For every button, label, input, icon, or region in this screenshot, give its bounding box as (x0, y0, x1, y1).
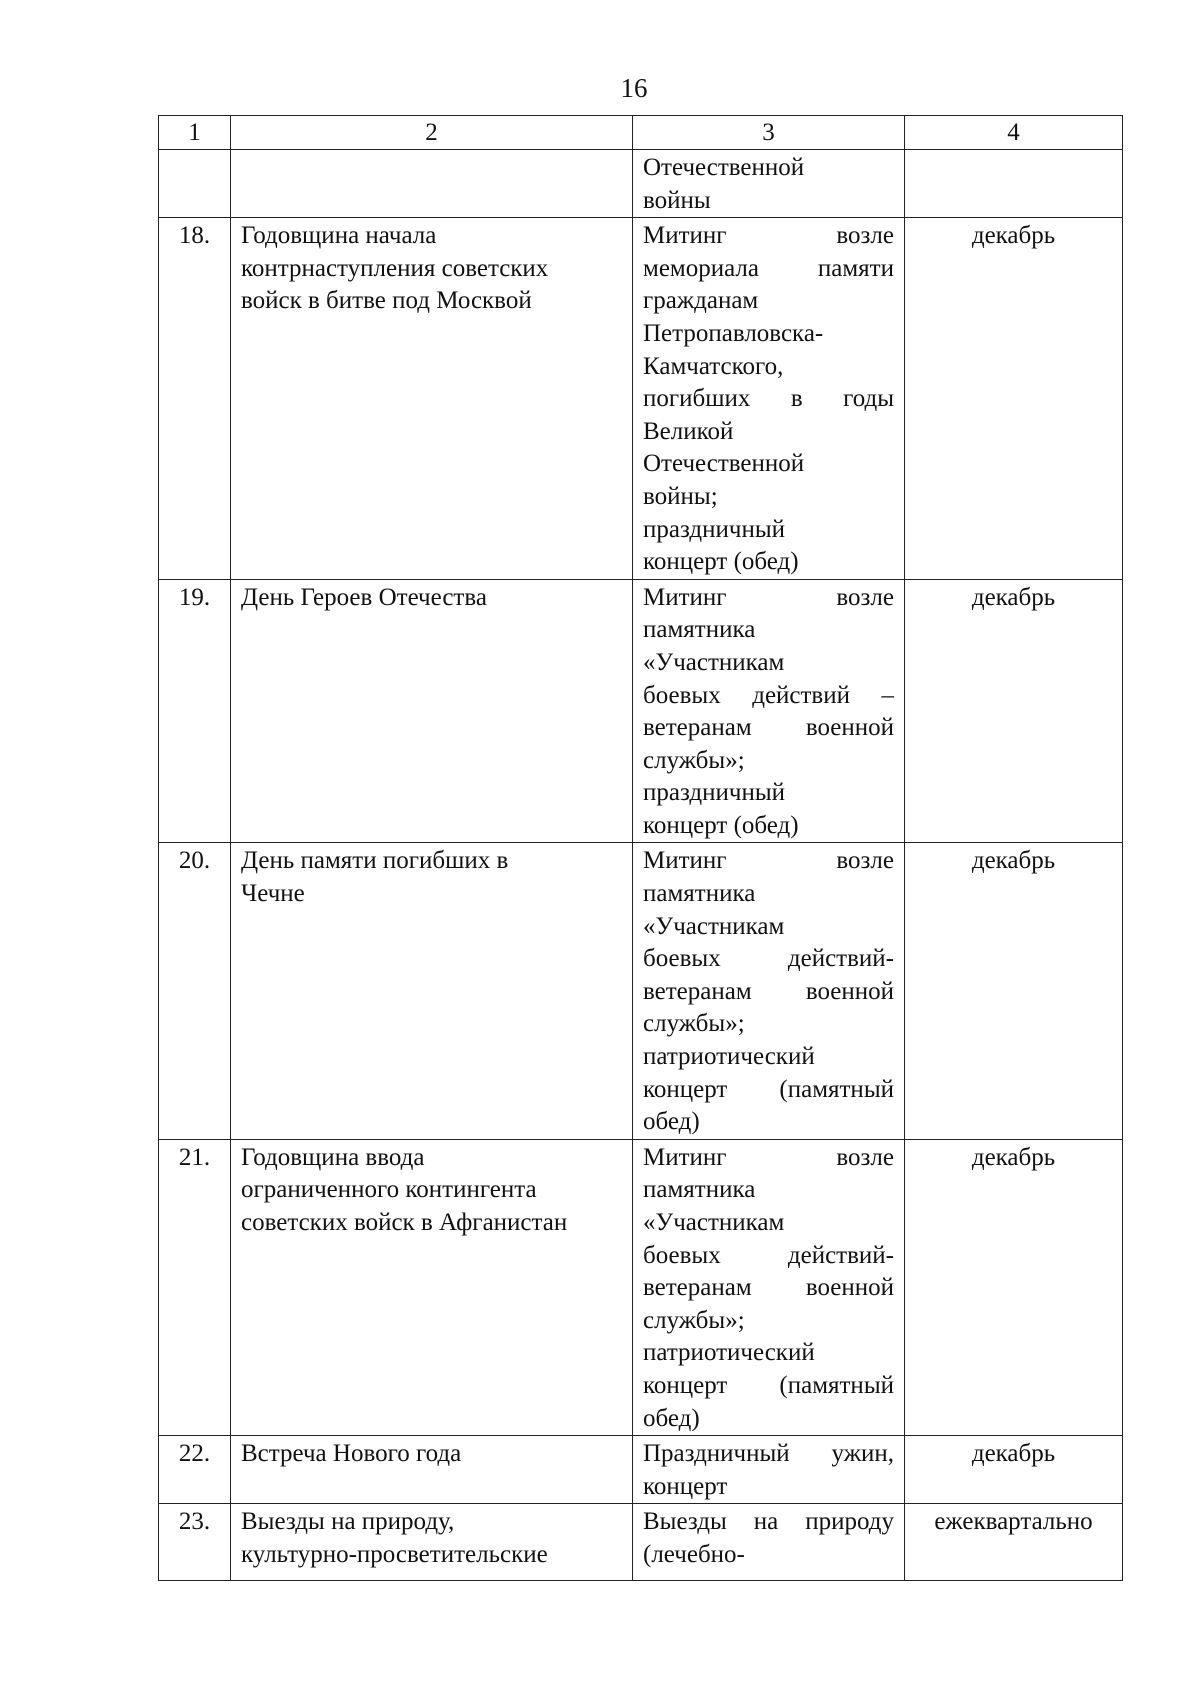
form-line: Великой (643, 417, 734, 445)
event-date-cell: декабрь (905, 1436, 1123, 1504)
column-number-3: 3 (633, 116, 905, 150)
event-name-cell (231, 218, 633, 580)
event-form-cell (633, 1436, 905, 1504)
table-body (159, 116, 1123, 1581)
form-line: праздничный (643, 779, 786, 807)
table-row (159, 218, 1123, 580)
event-line: День Героев Отечества (241, 583, 487, 611)
form-line: Выезды на природу (643, 1508, 894, 1536)
table-row (159, 1436, 1123, 1504)
event-line: контрнаступления советских (241, 254, 549, 282)
event-form-cell (633, 843, 905, 1139)
form-line: памятника (643, 880, 756, 908)
continuation-date-cell (905, 150, 1123, 218)
form-line: боевых действий- (643, 1241, 894, 1269)
row-number-cell: 22. (159, 1436, 231, 1504)
form-line: мемориала памяти (643, 254, 894, 282)
form-line: памятника (643, 1176, 756, 1204)
form-line: погибших в годы (643, 385, 894, 413)
page-number: 16 (620, 73, 648, 103)
event-name-cell (231, 1436, 633, 1504)
event-line: войск в битве под Москвой (241, 287, 532, 315)
form-line: памятника (643, 616, 756, 644)
event-date-cell: декабрь (905, 218, 1123, 580)
continuation-event-cell (231, 150, 633, 218)
form-line: гражданам (643, 287, 759, 315)
column-number-row (159, 116, 1123, 150)
event-line: ограниченного контингента (241, 1176, 537, 1204)
form-line: концерт (обед) (643, 548, 799, 576)
event-name-cell (231, 843, 633, 1139)
event-date-cell: ежеквартально (905, 1504, 1123, 1580)
event-line: Встреча Нового года (241, 1440, 462, 1468)
column-number-1: 1 (159, 116, 231, 150)
table-row (159, 579, 1123, 843)
event-name-cell (231, 1504, 633, 1580)
event-date-cell: декабрь (905, 579, 1123, 843)
form-line: «Участникам (643, 1209, 785, 1236)
table-row (159, 1504, 1123, 1580)
event-line: Годовщина начала (241, 222, 437, 250)
continuation-form-cell (633, 150, 905, 218)
event-form-cell (633, 579, 905, 843)
event-line: День памяти погибших в (241, 847, 509, 875)
form-line: службы»; (643, 1306, 745, 1334)
event-date-cell: декабрь (905, 1139, 1123, 1435)
event-line: культурно-просветительские (241, 1540, 548, 1568)
event-line: советских войск в Афганистан (241, 1209, 568, 1236)
form-line: Митинг возле (643, 1143, 894, 1171)
form-line: (лечебно- (643, 1540, 745, 1568)
form-line: обед) (643, 1404, 700, 1432)
column-number-2: 2 (231, 116, 633, 150)
form-line: Петропавловска- (643, 319, 824, 347)
event-date-cell: декабрь (905, 843, 1123, 1139)
form-line: Отечественной (643, 154, 805, 181)
form-line: концерт (обед) (643, 811, 799, 839)
row-number-cell: 23. (159, 1504, 231, 1580)
form-line: службы»; (643, 1010, 745, 1038)
form-line: патриотический (643, 1339, 815, 1367)
form-line: концерт (памятный (643, 1075, 894, 1103)
event-form-cell (633, 1139, 905, 1435)
continuation-row (159, 150, 1123, 218)
form-line: Отечественной (643, 450, 805, 478)
table-row (159, 843, 1123, 1139)
form-line: праздничный (643, 515, 786, 543)
continuation-num-cell (159, 150, 231, 218)
table-row (159, 1139, 1123, 1435)
form-line: Праздничный ужин, (643, 1440, 894, 1468)
form-line: ветеранам военной (643, 714, 894, 742)
form-line: Митинг возле (643, 583, 894, 611)
form-line: боевых действий- (643, 945, 894, 973)
event-name-cell (231, 1139, 633, 1435)
row-number-cell: 20. (159, 843, 231, 1139)
event-line: Годовщина ввода (241, 1143, 425, 1171)
form-line: ветеранам военной (643, 977, 894, 1005)
column-number-4: 4 (905, 116, 1123, 150)
form-line: службы»; (643, 746, 745, 774)
row-number-cell: 18. (159, 218, 231, 580)
form-line: Митинг возле (643, 222, 894, 250)
form-line: «Участникам (643, 648, 785, 676)
form-line: войны; (643, 482, 718, 510)
row-number-cell: 19. (159, 579, 231, 843)
form-line: патриотический (643, 1043, 815, 1071)
events-table (158, 115, 1123, 1581)
event-name-cell (231, 579, 633, 843)
form-line: концерт (643, 1472, 728, 1500)
event-line: Чечне (241, 880, 305, 908)
form-line: войны (643, 186, 711, 214)
form-line: Камчатского, (643, 352, 784, 380)
form-line: ветеранам военной (643, 1274, 894, 1302)
form-line: обед) (643, 1108, 700, 1136)
event-form-cell (633, 1504, 905, 1580)
form-line: боевых действий – (643, 681, 894, 709)
event-line: Выезды на природу, (241, 1508, 455, 1536)
form-line: «Участникам (643, 912, 785, 940)
row-number-cell: 21. (159, 1139, 231, 1435)
form-line: Митинг возле (643, 847, 894, 875)
event-form-cell (633, 218, 905, 580)
form-line: концерт (памятный (643, 1371, 894, 1399)
